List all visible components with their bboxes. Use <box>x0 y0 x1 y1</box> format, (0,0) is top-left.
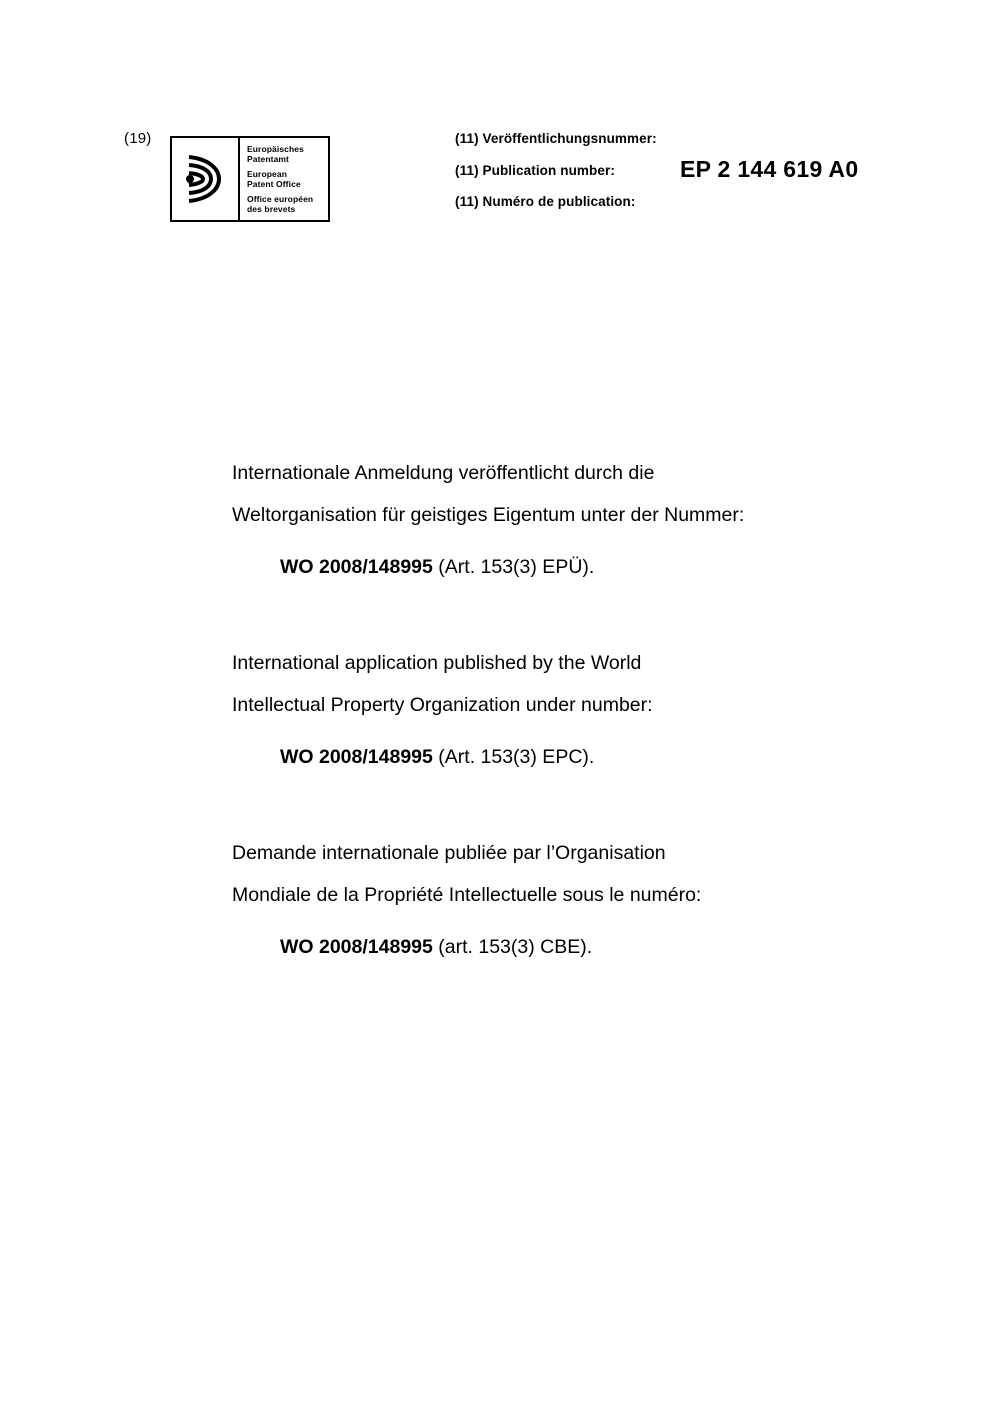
paragraph-en <box>232 642 932 778</box>
epo-logo-text <box>240 138 328 220</box>
paragraph-de <box>232 452 932 588</box>
paragraph-fr <box>232 832 932 968</box>
paragraph-en-line-2: Intellectual Property Organization under number: <box>232 694 653 716</box>
paragraph-de-line-2: Weltorganisation für geistiges Eigentum unter der Nummer: <box>232 504 745 526</box>
paragraph-fr-reference-number: WO 2008/148995 <box>280 936 433 958</box>
paragraph-de-line-1: Internationale Anmeldung veröffentlicht durch die <box>232 462 655 484</box>
paragraph-fr-reference-rest: (art. 153(3) CBE). <box>432 936 593 958</box>
epo-logo-line-de-2: Patentamt <box>247 154 289 165</box>
paragraph-fr-line-1: Demande internationale publiée par l’Organisation <box>232 842 666 864</box>
epo-logo-line-de-1: Europäisches <box>247 144 304 154</box>
epo-logo-line-fr-1: Office européen <box>247 194 314 205</box>
epo-logo-line-en-2: Patent Office <box>247 179 301 190</box>
inid-code-19: (19) <box>124 130 152 147</box>
paragraph-fr-reference <box>232 926 932 968</box>
paragraph-en-line-1: International application published by the World <box>232 652 642 674</box>
paragraph-de-reference-number: WO 2008/148995 <box>280 556 433 578</box>
paragraph-fr-line-2: Mondiale de la Propriété Intellectuelle sous le numéro: <box>232 884 702 906</box>
publication-label-fr: (11) Numéro de publication: <box>455 194 636 209</box>
epo-logo <box>170 136 330 222</box>
epo-horns-logo-icon <box>172 138 240 220</box>
publication-label-de: (11) Veröffentlichungsnummer: <box>455 131 657 146</box>
paragraph-en-reference-number: WO 2008/148995 <box>280 746 433 768</box>
paragraph-de-reference-rest: (Art. 153(3) EPÜ). <box>432 556 595 578</box>
epo-logo-line-en-1: European <box>247 169 288 180</box>
publication-number-value: EP 2 144 619 A0 <box>680 156 859 182</box>
paragraph-de-reference <box>232 546 932 588</box>
paragraph-en-reference-rest: (Art. 153(3) EPC). <box>432 746 595 768</box>
document-body <box>232 452 932 968</box>
epo-logo-line-fr-2: des brevets <box>247 204 296 215</box>
publication-label-en: (11) Publication number: <box>455 162 615 178</box>
paragraph-en-reference <box>232 736 932 778</box>
